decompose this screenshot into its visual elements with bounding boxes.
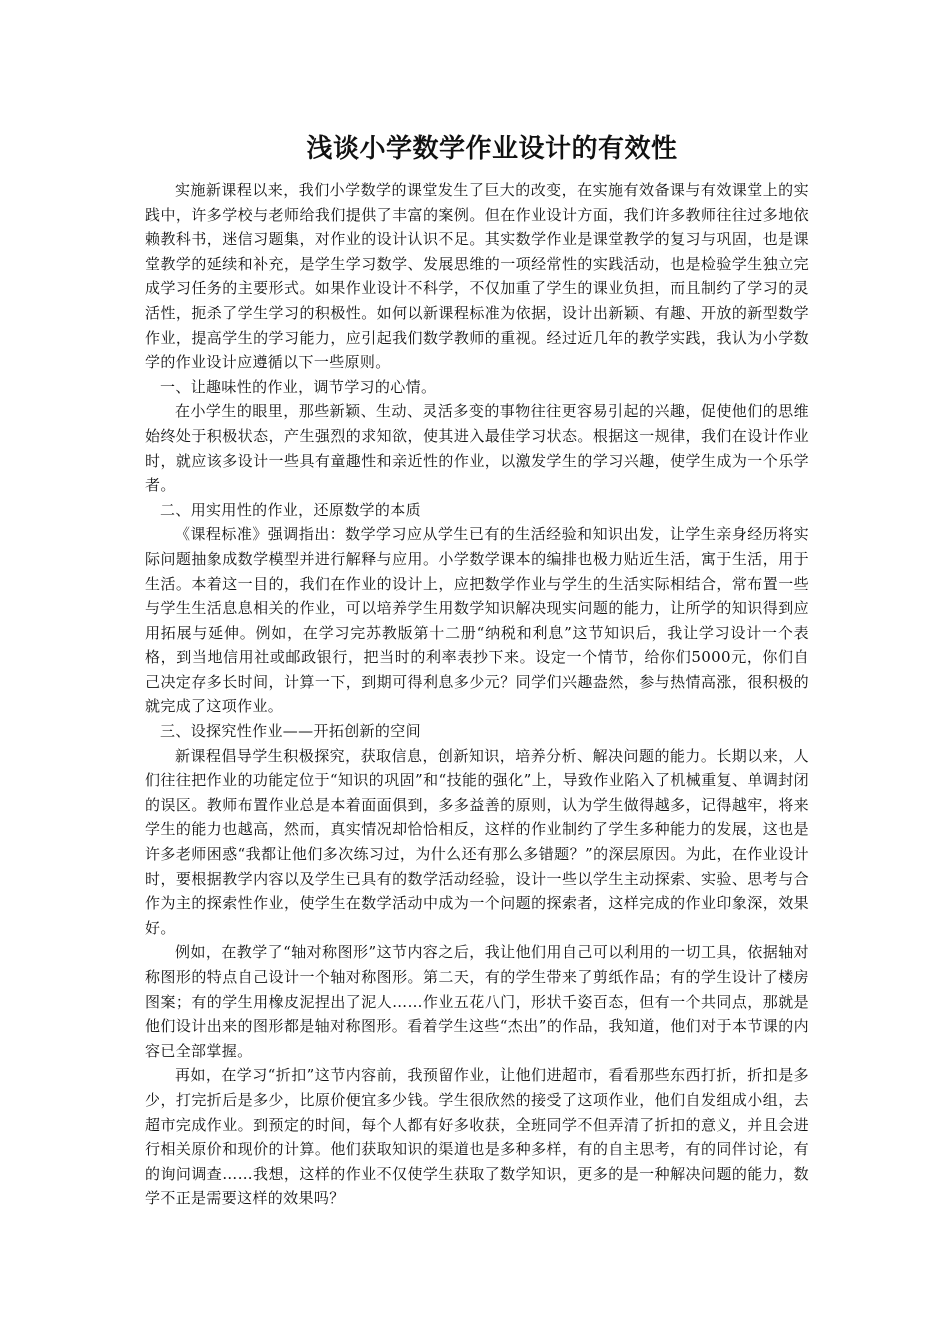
section-3-paragraph-1: 新课程倡导学生积极探究，获取信息，创新知识，培养分析、解决问题的能力。长期以来，人们往往把作业的功能定位于“知识的巩固”和“技能的强化”上，导致作业陷入了机械重复、单调封闭的误区。教师布置作业总是本着面面俱到，多多益善的原则，认为学生做得越多，记得越牢，将来学生的能力也越高，然而，真实情况却恰恰相反，这样的作业制约了学生多种能力的发展，这也是许多老师困惑“我都让他们多次练习过，为什么还有那么多错题？”的深层原因。为此，在作业设计时，要根据教学内容以及学生已具有的数学活动经验，设计一些以学生主动探索、实验、思考与合作为主的探索性作业，使学生在数学活动中成为一个问题的探索者，这样完成的作业印象深，效果好。 — [145, 746, 809, 937]
document-body — [145, 128, 809, 1211]
section-1-paragraph: 在小学生的眼里，那些新颖、生动、灵活多变的事物往往更容易引起的兴趣，促使他们的思维始终处于积极状态，产生强烈的求知欲，使其进入最佳学习状态。根据这一规律，我们在设计作业时，就应该多设计一些具有童趣性和亲近性的作业，以激发学生的学习兴趣，使学生成为一个乐学者。 — [145, 402, 809, 495]
section-2-paragraph: 《课程标准》强调指出：数学学习应从学生已有的生活经验和知识出发，让学生亲身经历将实际问题抽象成数学模型并进行解释与应用。小学数学课本的编排也极力贴近生活，寓于生活，用于生活。本着这一目的，我们在作业的设计上，应把数学作业与学生的生活实际相结合，常布置一些与学生生活息息相关的作业，可以培养学生用数学知识解决现实问题的能力，让所学的知识得到应用拓展与延伸。例如，在学习完苏教版第十二册“纳税和利息”这节知识后，我让学习设计一个表格，到当地信用社或邮政银行，把当时的利率表抄下来。设定一个情节，给你们5000元，你们自己决定存多长时间，计算一下，到期可得利息多少元？同学们兴趣盎然，参与热情高涨，很积极的就完成了这项作业。 — [145, 525, 809, 716]
section-3-paragraph-2: 例如，在教学了“轴对称图形”这节内容之后，我让他们用自己可以利用的一切工具，依据轴对称图形的特点自己设计一个轴对称图形。第二天，有的学生带来了剪纸作品；有的学生设计了楼房图案；有的学生用橡皮泥捏出了泥人……作业五花八门，形状千姿百态，但有一个共同点，那就是他们设计出来的图形都是轴对称图形。看着学生这些“杰出”的作品，我知道，他们对于本节课的内容已全部掌握。 — [145, 943, 809, 1060]
document-title: 浅谈小学数学作业设计的有效性 — [306, 134, 678, 164]
section-2-heading: 二、用实用性的作业，还原数学的本质 — [160, 500, 421, 519]
section-1-heading: 一、让趣味性的作业，调节学习的心情。 — [160, 377, 437, 396]
intro-paragraph: 实施新课程以来，我们小学数学的课堂发生了巨大的改变，在实施有效备课与有效课堂上的实践中，许多学校与老师给我们提供了丰富的案例。但在作业设计方面，我们许多教师往往过多地依赖教科书，迷信习题集，对作业的设计认识不足。其实数学作业是课堂教学的复习与巩固，也是课堂教学的延续和补充，是学生学习数学、发展思维的一项经常性的实践活动，也是检验学生独立完成学习任务的主要形式。如果作业设计不科学，不仅加重了学生的课业负担，而且制约了学习的灵活性，扼杀了学生学习的积极性。如何以新课程标准为依据，设计出新颖、有趣、开放的新型数学作业，提高学生的学习能力，应引起我们数学教师的重视。经过近几年的教学实践，我认为小学数学的作业设计应遵循以下一些原则。 — [145, 181, 809, 372]
section-3-paragraph-3: 再如，在学习“折扣”这节内容前，我预留作业，让他们进超市，看看那些东西打折，折扣是多少，打完折后是多少，比原价便宜多少钱。学生很欣然的接受了这项作业，他们自发组成小组，去超市完成作业。到预定的时间，每个人都有好多收获，全班同学不但弄清了折扣的意义，并且会进行相关原价和现价的计算。他们获取知识的渠道也是多种多样，有的自主思考，有的同伴讨论，有的询问调查……我想，这样的作业不仅使学生获取了数学知识，更多的是一种解决问题的能力，数学不正是需要这样的效果吗？ — [145, 1066, 809, 1208]
section-3-heading: 三、设探究性作业——开拓创新的空间 — [160, 722, 421, 741]
